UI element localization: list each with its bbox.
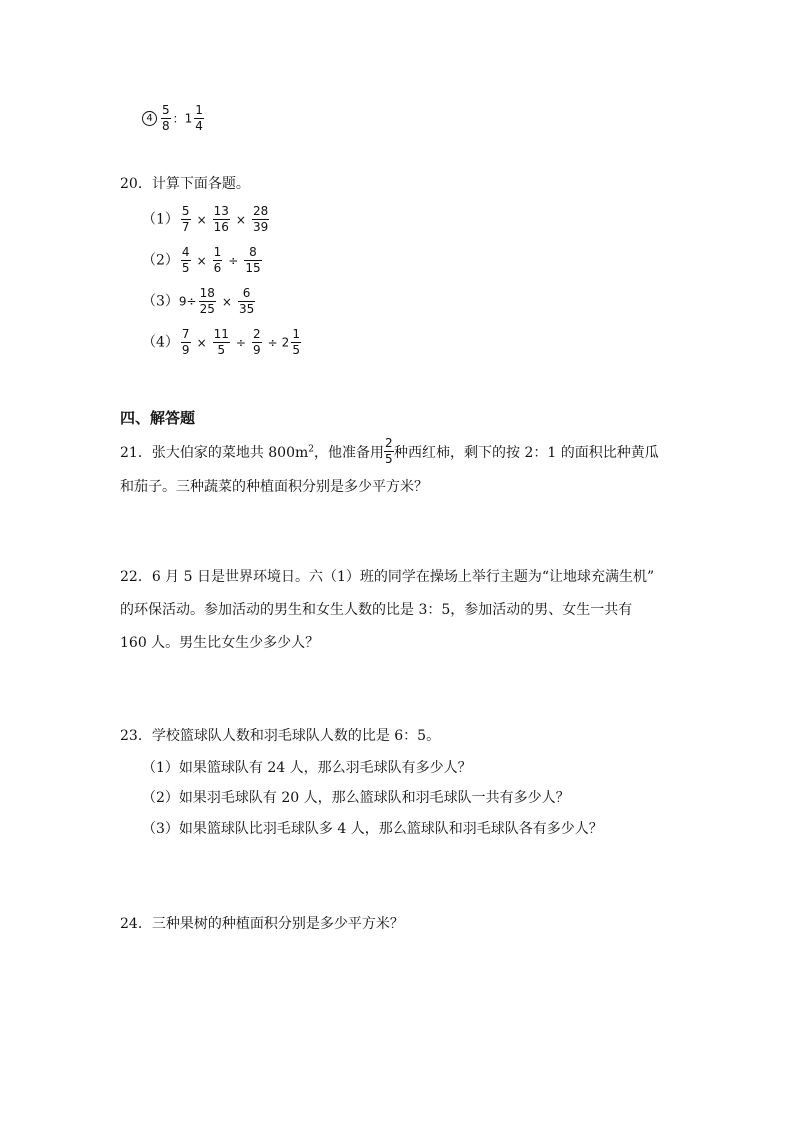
fraction: $\frac{7}{9}$: [181, 327, 190, 358]
fraction: $\frac{28}{39}$: [252, 204, 269, 235]
fraction: $\frac{8}{15}$: [245, 245, 261, 276]
q20-item-4: （4） $\frac{7}{9}$ × $\frac{11}{5}$ ÷ $\frac{2}{9}$ ÷ 2 $\frac{1}{5}$: [142, 327, 300, 358]
section-heading: 四、解答题: [120, 409, 196, 427]
q24-title: 24．三种果树的种植面积分别是多少平方米？: [120, 916, 404, 932]
fraction: $\frac{2}{9}$: [252, 327, 261, 358]
q20-item-1: （1） $\frac{5}{7}$ × $\frac{13}{16}$ × $\frac{28}{39}$: [142, 204, 269, 235]
q22-line-1: 22．6 月 5 日是世界环境日。六（1）班的同学在操场上举行主题为“让地球充满生机”: [120, 569, 655, 585]
fraction: $\frac{13}{16}$: [213, 204, 229, 235]
q22-line-2: 的环保活动。参加活动的男生和女生人数的比是 3：5，参加活动的男、女生一共有: [120, 602, 633, 618]
q23-item-3: （3）如果篮球队比羽毛球队多 4 人，那么篮球队和羽毛球队各有多少人？: [142, 821, 603, 837]
mixed-whole: 1: [184, 111, 193, 126]
fraction: $\frac{6}{35}$: [238, 286, 255, 317]
q21-line-2: 和茄子。三种蔬菜的种植面积分别是多少平方米？: [120, 479, 428, 495]
fraction: $\frac{4}{5}$: [181, 245, 190, 276]
fraction: $\frac{5}{8}$: [162, 103, 170, 134]
q23-item-1: （1）如果篮球队有 24 人，那么羽毛球队有多少人？: [142, 760, 472, 776]
fraction: $\frac{18}{25}$: [199, 286, 215, 317]
q19-item-4: [142, 104, 206, 133]
ratio-colon: ：: [172, 111, 185, 126]
fraction: $\frac{5}{7}$: [181, 204, 190, 235]
fraction: $\frac{1}{5}$: [292, 327, 300, 358]
q23-item-2: （2）如果羽毛球队有 20 人，那么篮球队和羽毛球队一共有多少人？: [142, 790, 570, 806]
q21-line-1: 21．张大伯家的菜地共 $800m^2$，他准备用 $\frac{2}{5}$ 种西红柿，剩下的按 2：1 的面积比种黄瓜: [120, 436, 659, 467]
fraction: $\frac{11}{5}$: [213, 327, 229, 358]
q20-item-2: （2） $\frac{4}{5}$ × $\frac{1}{6}$ ÷ $\frac{8}{15}$: [142, 245, 261, 276]
fraction: $\frac{1}{4}$: [195, 103, 203, 134]
q23-title: 23．学校篮球队人数和羽毛球队人数的比是 6：5。: [120, 728, 441, 744]
q22-line-3: 160 人。男生比女生少多少人？: [120, 635, 320, 651]
fraction: $\frac{1}{6}$: [213, 245, 222, 276]
circled-number: 4: [142, 111, 157, 126]
q20-item-3: （3）9÷ $\frac{18}{25}$ × $\frac{6}{35}$: [142, 286, 255, 317]
fraction: $\frac{2}{5}$: [385, 436, 393, 467]
q20-title: 20．计算下面各题。: [120, 176, 250, 192]
